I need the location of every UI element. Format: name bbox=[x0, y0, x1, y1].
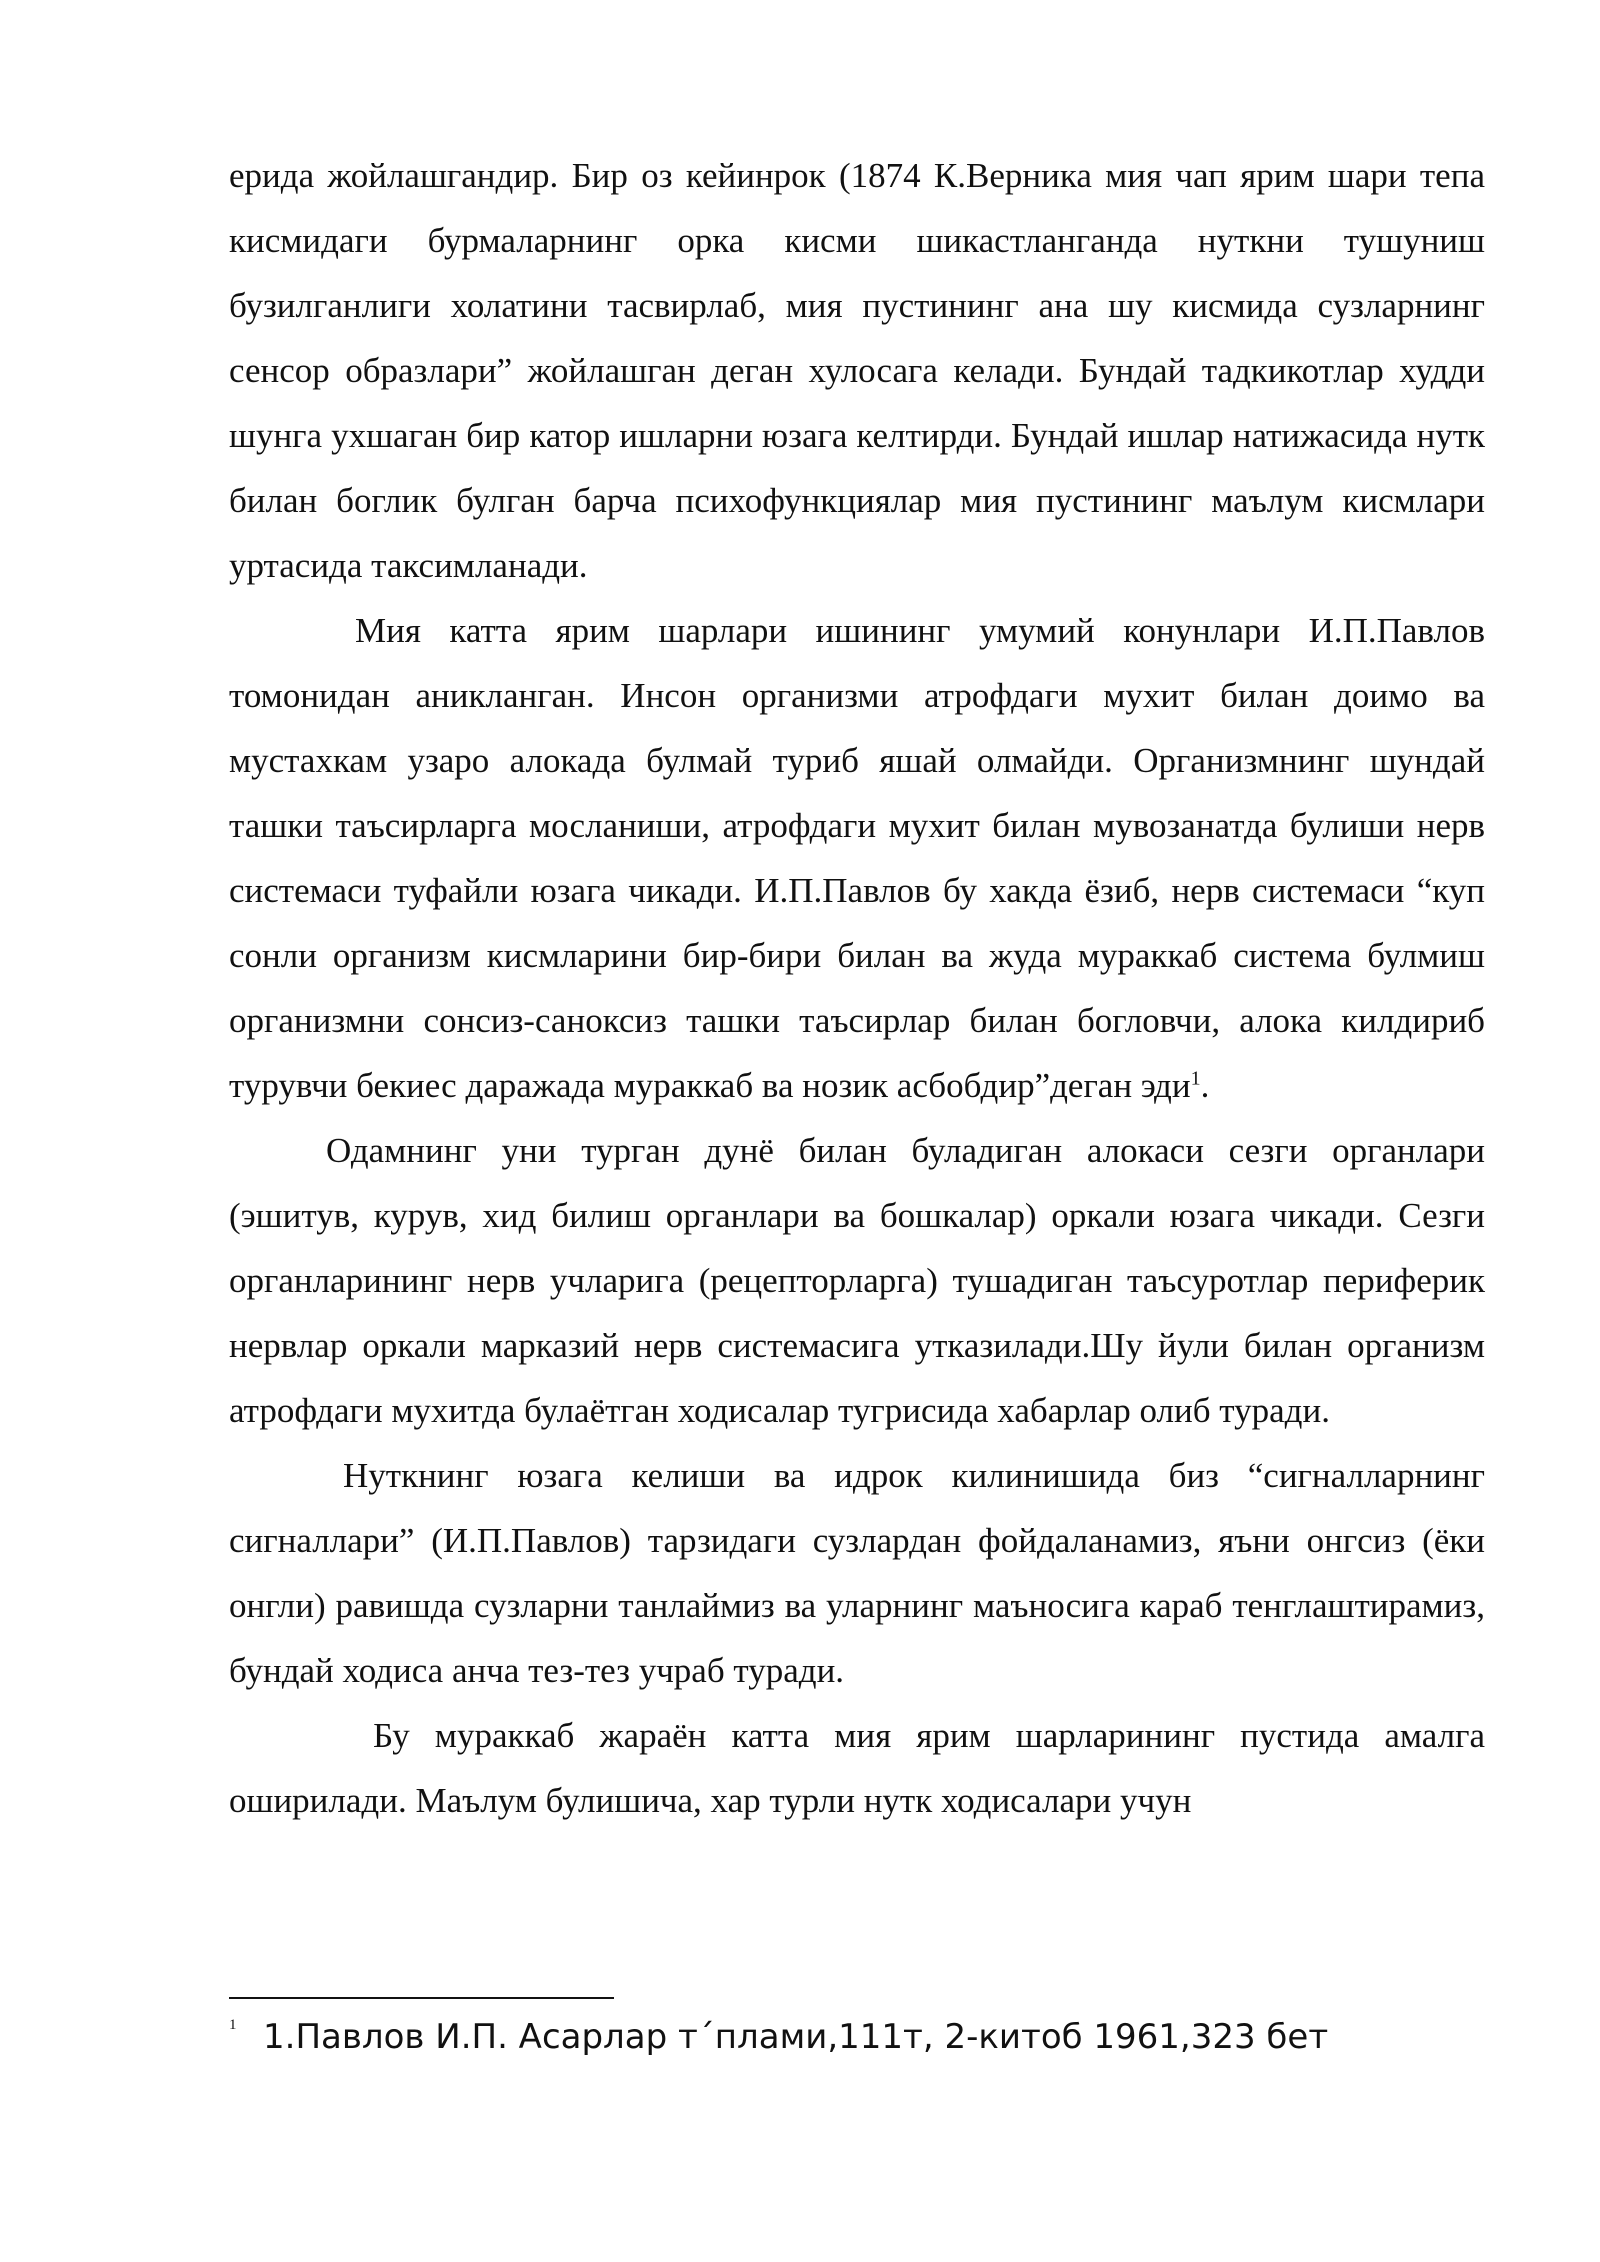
paragraph-4 bbox=[229, 1443, 1485, 1703]
paragraph-1-text: ерида жойлашгандир. Бир оз кейинрок (1874 К.Верника мия чап ярим шари тепа кисмидаги бурмаларнинг орка кисми шикастланганда нуткни тушуниш бузилганлиги холатини тасвирлаб, мия пустининг ана шу кисмида сузларнинг сенсор образлари” жойлашган деган хулосага келади. Бундай тадкикотлар худди шунга ухшаган бир катор ишларни юзага келтирди. Бундай ишлар натижасида нутк билан боглик булган барча психофункциялар мия пустининг маълум кисмлари уртасида таксимланади. bbox=[229, 156, 1485, 585]
paragraph-3 bbox=[229, 1118, 1485, 1443]
footnote-reference[interactable]: 1 bbox=[1190, 1067, 1201, 1090]
paragraph-4-text: Нуткнинг юзага келиши ва идрок килинишида биз “сигналларнинг сигналлари” (И.П.Павлов) тарзидаги сузлардан фойдаланамиз, яъни онгсиз (ёки онгли) равишда сузларни танлаймиз ва уларнинг маъносига караб тенглаштирамиз, бундай ходиса анча тез-тез учраб туради. bbox=[229, 1456, 1485, 1690]
footnote bbox=[229, 2012, 1485, 2062]
paragraph-2-text: Мия катта ярим шарлари ишининг умумий конунлари И.П.Павлов томонидан аникланган. Инсон организми атрофдаги мухит билан доимо ва мустахкам узаро алокада булмай туриб яшай олмайди. Организмнинг шундай ташки таъсирларга мосланиши, атрофдаги мухит билан мувозанатда булиши нерв системаси туфайли юзага чикади. И.П.Павлов бу хакда ёзиб, нерв системаси “куп сонли организм кисмларини бир-бири билан ва жуда мураккаб система булмиш организмни сонсиз-саноксиз ташки таъсирлар билан богловчи, алока килдириб турувчи бекиес даражада мураккаб ва нозик асбобдир”деган эди bbox=[229, 611, 1485, 1105]
paragraph-1 bbox=[229, 143, 1485, 598]
body-text bbox=[229, 143, 1485, 1833]
footnote-separator bbox=[229, 1997, 614, 1999]
paragraph-3-text: Одамнинг уни турган дунё билан буладиган алокаси сезги органлари (эшитув, курув, хид билиш органлари ва бошкалар) оркали юзага чикади. Сезги органларининг нерв учларига (рецепторларга) тушадиган таъсуротлар периферик нервлар оркали марказий нерв системасига утказилади.Шу йули билан организм атрофдаги мухитда булаётган ходисалар тугрисида хабарлар олиб туради. bbox=[229, 1131, 1485, 1430]
paragraph-5 bbox=[229, 1703, 1485, 1833]
footnote-marker: 1 bbox=[229, 2017, 237, 2033]
paragraph-5-text: Бу мураккаб жараён катта мия ярим шарларининг пустида амалга оширилади. Маълум булишича, хар турли нутк ходисалари учун bbox=[229, 1716, 1485, 1820]
paragraph-2 bbox=[229, 598, 1485, 1118]
footnote-text: 1.Павлов И.П. Асарлар т´плами,111т, 2-китоб 1961,323 бет bbox=[263, 2017, 1329, 2057]
paragraph-2-tail: . bbox=[1200, 1066, 1210, 1105]
